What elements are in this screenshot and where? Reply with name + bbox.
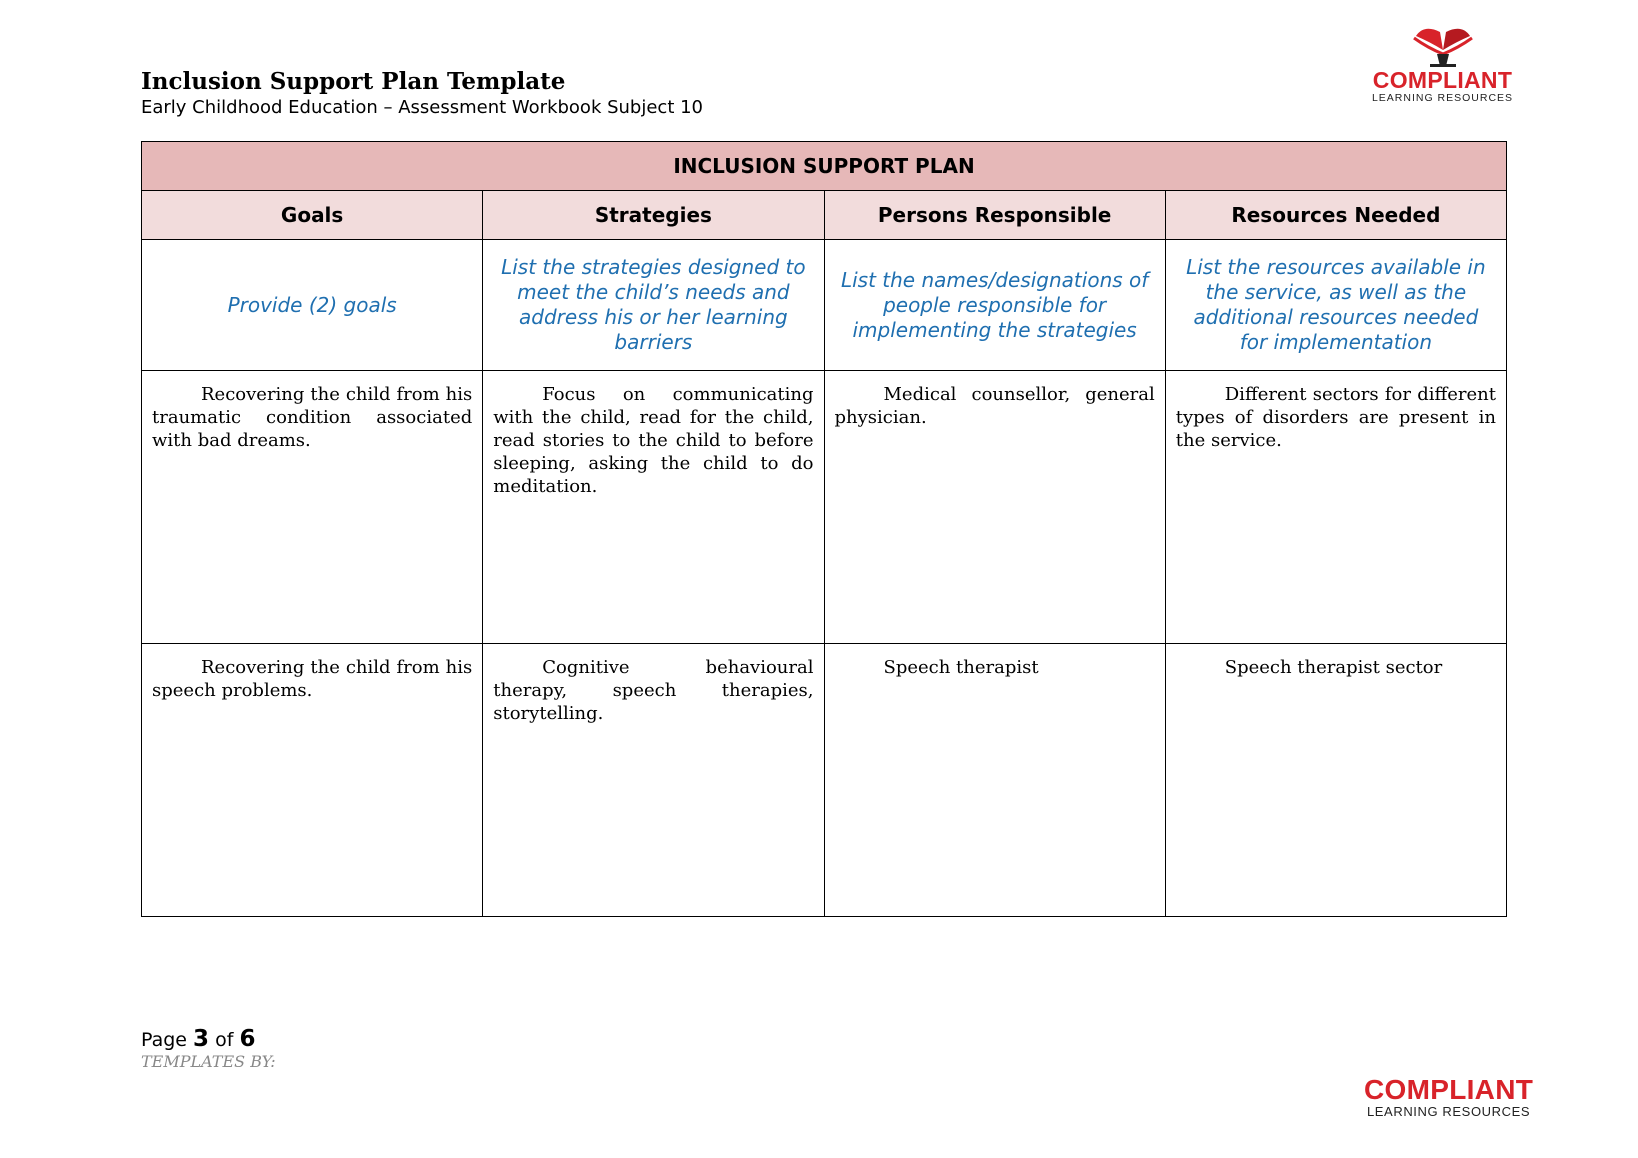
column-header-resources-needed: Resources Needed (1165, 191, 1506, 240)
page-label: Page (141, 1029, 187, 1051)
footer-logo (1364, 1075, 1533, 1119)
column-header-goals: Goals (142, 191, 483, 240)
page-total: 6 (239, 1026, 256, 1052)
logo-wordmark: COMPLIANT (1372, 67, 1513, 93)
company-logo (1370, 22, 1515, 114)
persons-cell[interactable]: Medical counsellor, general physician. (824, 371, 1165, 644)
logo-tagline: LEARNING RESOURCES (1371, 92, 1514, 104)
footer-logo-wordmark: COMPLIANT (1364, 1074, 1534, 1105)
strategy-cell[interactable]: Focus on communicating with the child, read for the child, read stories to the child to before sleeping, asking the child to do meditation. (483, 371, 824, 644)
page-number (141, 1026, 256, 1052)
plan-title: INCLUSION SUPPORT PLAN (142, 142, 1507, 191)
footer-logo-tagline: LEARNING RESOURCES (1366, 1104, 1531, 1119)
guidance-row (142, 240, 1507, 371)
guidance-strategies: List the strategies designed to meet the child’s needs and address his or her learning barriers (483, 240, 824, 371)
page-of: of (215, 1029, 234, 1051)
goal-cell[interactable]: Recovering the child from his traumatic condition associated with bad dreams. (142, 371, 483, 644)
resources-cell[interactable]: Different sectors for different types of disorders are present in the service. (1165, 371, 1506, 644)
table-row (142, 644, 1507, 917)
guidance-goals: Provide (2) goals (142, 240, 483, 371)
page-current: 3 (193, 1026, 210, 1052)
templates-by-label: TEMPLATES BY: (141, 1052, 276, 1071)
goal-cell[interactable]: Recovering the child from his speech problems. (142, 644, 483, 917)
persons-cell[interactable]: Speech therapist (824, 644, 1165, 917)
inclusion-support-plan-table (141, 141, 1507, 917)
table-row (142, 371, 1507, 644)
resources-cell[interactable]: Speech therapist sector (1165, 644, 1506, 917)
guidance-resources: List the resources available in the service, as well as the additional resources needed for implementation (1165, 240, 1506, 371)
guidance-persons: List the names/designations of people responsible for implementing the strategies (824, 240, 1165, 371)
column-header-persons-responsible: Persons Responsible (824, 191, 1165, 240)
document-title: Inclusion Support Plan Template (141, 68, 566, 95)
book-icon (1410, 22, 1476, 68)
document-subtitle: Early Childhood Education – Assessment Workbook Subject 10 (141, 97, 704, 118)
column-header-strategies: Strategies (483, 191, 824, 240)
strategy-cell[interactable]: Cognitive behavioural therapy, speech therapies, storytelling. (483, 644, 824, 917)
